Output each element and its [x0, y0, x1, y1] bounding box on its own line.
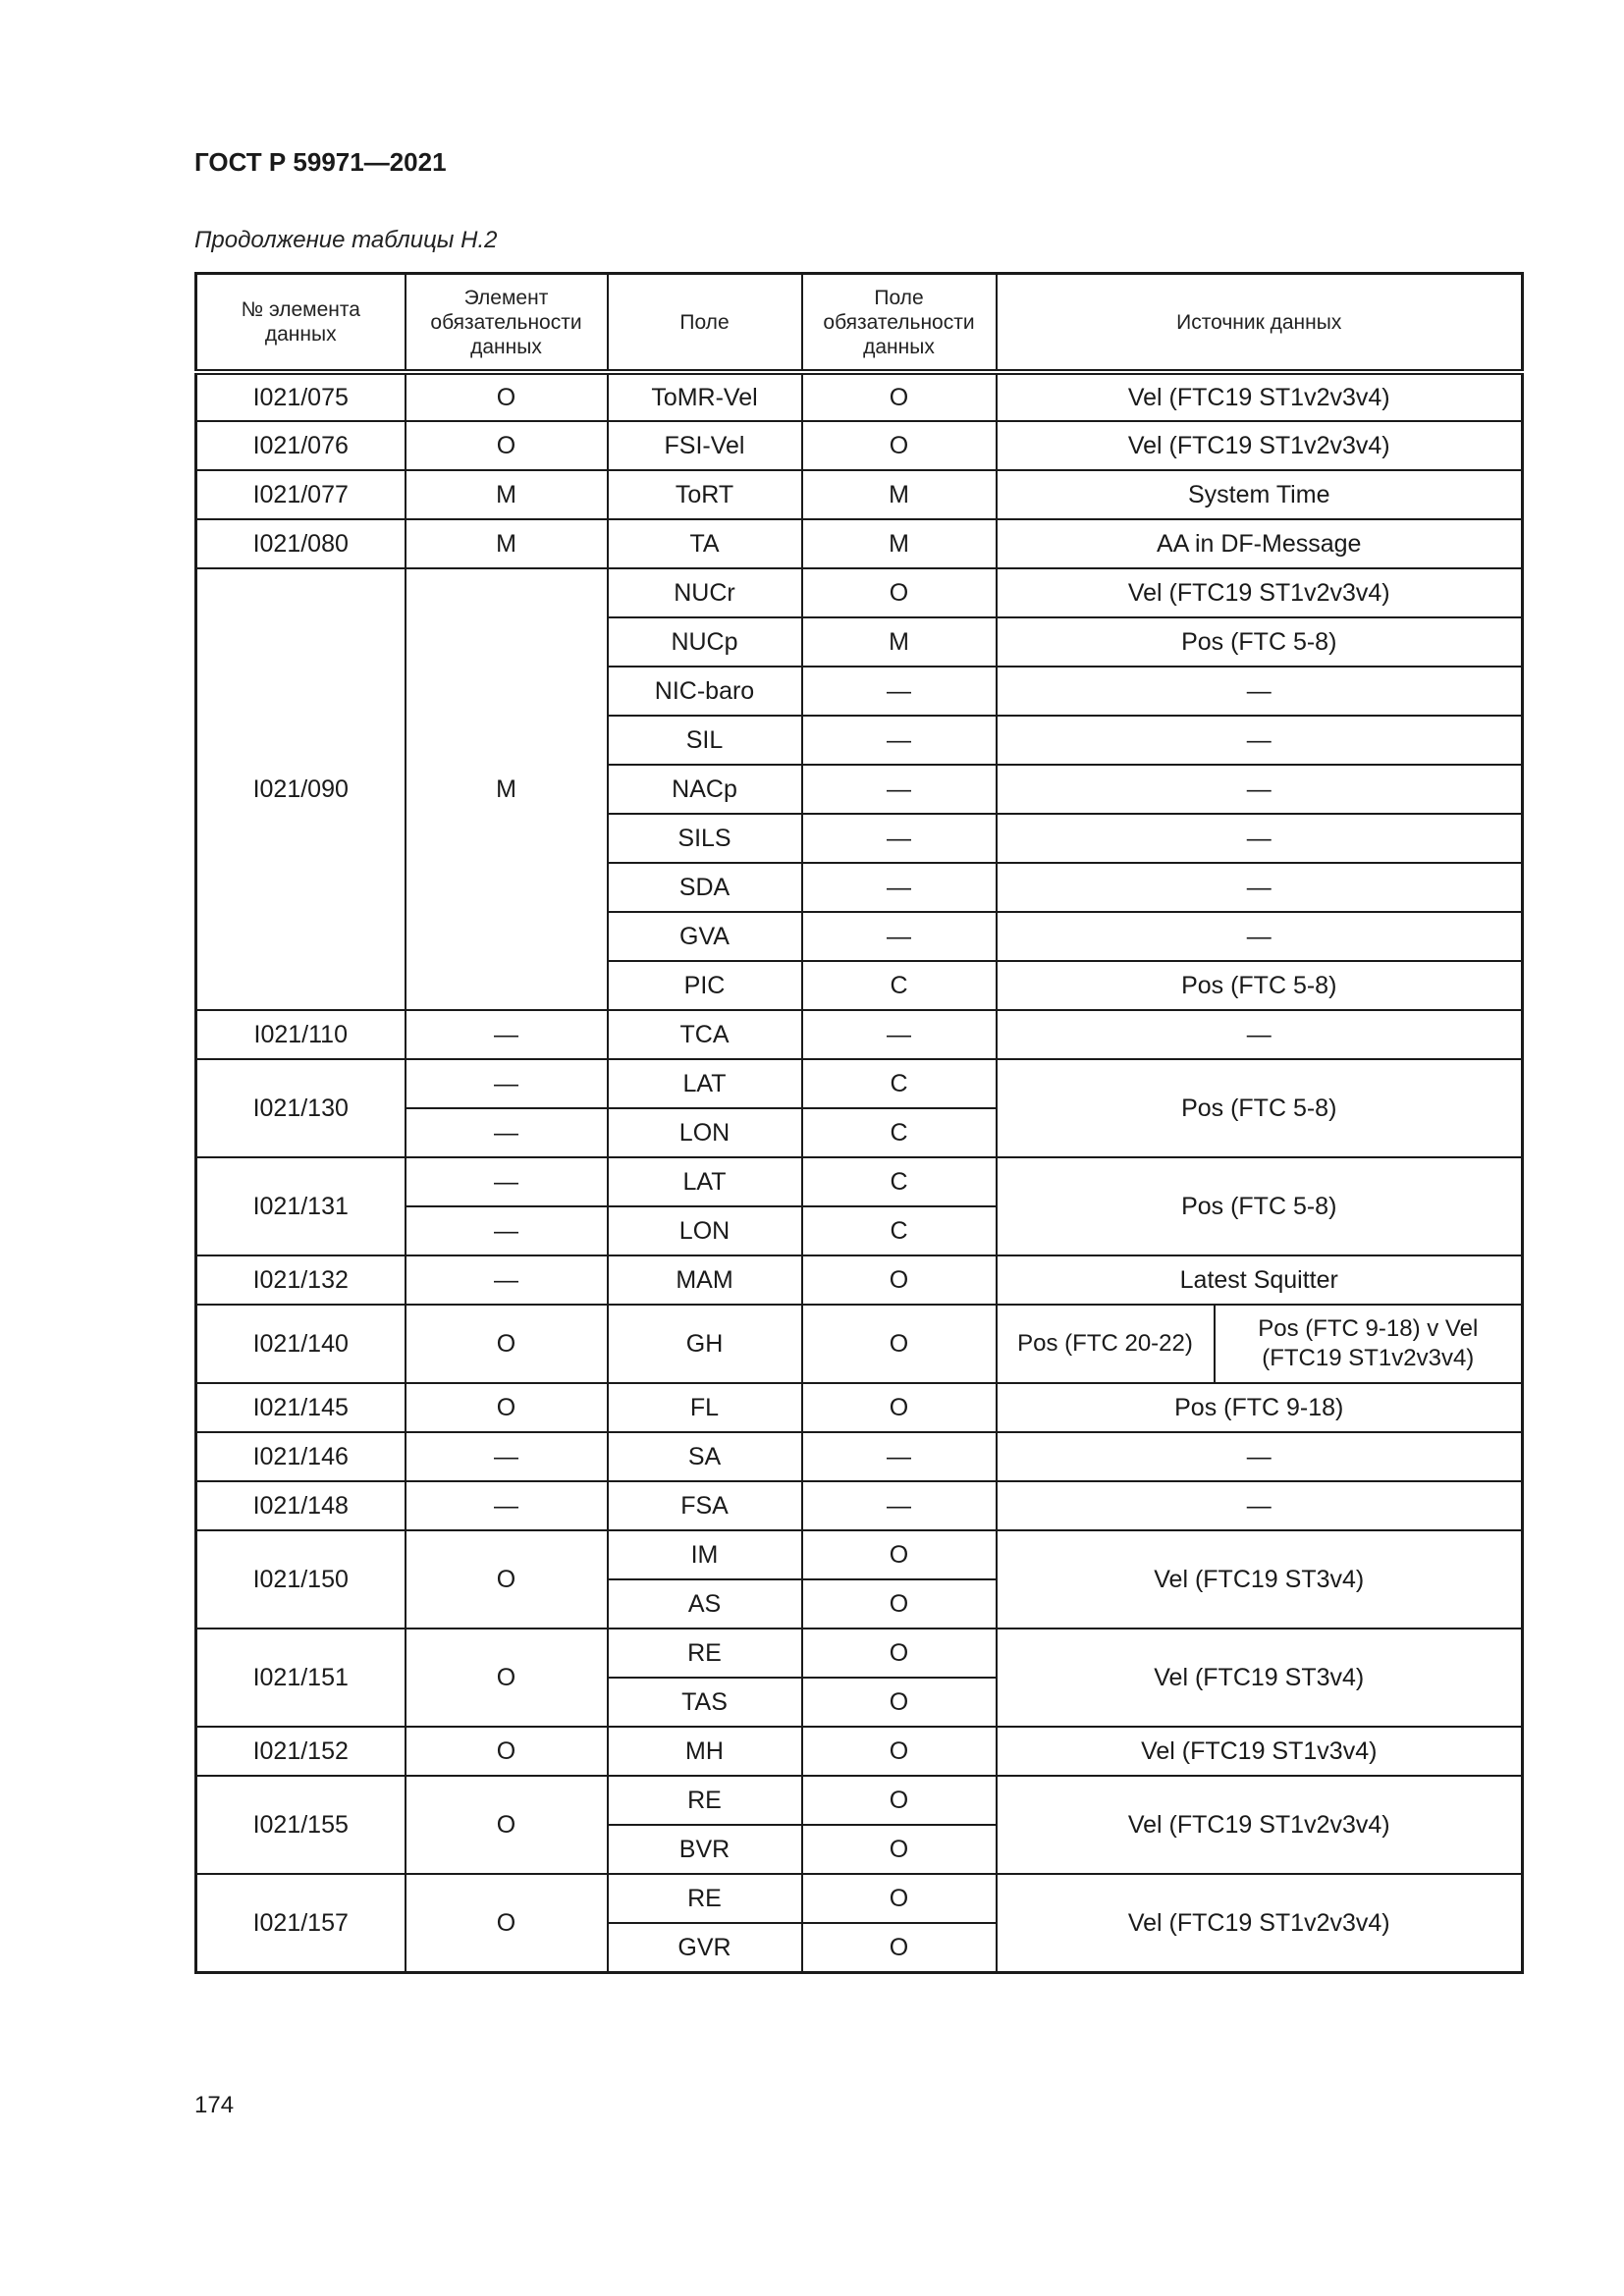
cell-element-requirement: O [406, 372, 608, 421]
cell-data-source: Vel (FTC19 ST1v2v3v4) [997, 372, 1523, 421]
cell-element-number: I021/076 [196, 421, 406, 470]
cell-field-requirement: O [802, 568, 997, 617]
cell-field-requirement: O [802, 372, 997, 421]
table-row [196, 1432, 1523, 1481]
cell-element-number: I021/132 [196, 1255, 406, 1305]
table-caption: Продолжение таблицы Н.2 [194, 227, 498, 253]
cell-element-number: I021/075 [196, 372, 406, 421]
cell-element-requirement: O [406, 1629, 608, 1727]
cell-data-source: — [997, 863, 1523, 912]
cell-field-requirement: M [802, 617, 997, 667]
cell-data-source: — [997, 1481, 1523, 1530]
cell-field: TCA [608, 1010, 802, 1059]
cell-field-requirement: O [802, 1825, 997, 1874]
table-row [196, 1776, 1523, 1825]
cell-element-requirement: — [406, 1108, 608, 1157]
table-row [196, 1255, 1523, 1305]
cell-field: MAM [608, 1255, 802, 1305]
cell-element-requirement: — [406, 1481, 608, 1530]
cell-element-number: I021/150 [196, 1530, 406, 1629]
cell-field: NUCp [608, 617, 802, 667]
cell-data-source: — [997, 765, 1523, 814]
cell-field-requirement: — [802, 765, 997, 814]
cell-field-requirement: O [802, 421, 997, 470]
cell-element-number: I021/157 [196, 1874, 406, 1972]
table-header-row [196, 274, 1523, 373]
cell-field: TAS [608, 1678, 802, 1727]
cell-field-requirement: O [802, 1923, 997, 1972]
cell-data-source: Vel (FTC19 ST1v2v3v4) [997, 1776, 1523, 1874]
cell-element-requirement: O [406, 1383, 608, 1432]
cell-element-requirement: O [406, 1727, 608, 1776]
cell-field-requirement: M [802, 470, 997, 519]
table-row [196, 1383, 1523, 1432]
table-row [196, 1059, 1523, 1108]
table-row [196, 1481, 1523, 1530]
cell-element-requirement: — [406, 1432, 608, 1481]
cell-data-source: System Time [997, 470, 1523, 519]
cell-field-requirement: — [802, 1481, 997, 1530]
cell-data-source-a: Pos (FTC 20-22) [997, 1305, 1215, 1383]
header-field: Поле [608, 274, 802, 373]
cell-element-number: I021/090 [196, 568, 406, 1010]
cell-element-number: I021/148 [196, 1481, 406, 1530]
cell-field: RE [608, 1776, 802, 1825]
cell-data-source: Vel (FTC19 ST3v4) [997, 1629, 1523, 1727]
cell-data-source: Pos (FTC 9-18) [997, 1383, 1523, 1432]
cell-data-source-b: Pos (FTC 9-18) v Vel (FTC19 ST1v2v3v4) [1215, 1305, 1523, 1383]
cell-element-requirement: O [406, 1305, 608, 1383]
table-row [196, 1010, 1523, 1059]
cell-element-number: I021/131 [196, 1157, 406, 1255]
table-row [196, 568, 1523, 617]
cell-field: ToMR-Vel [608, 372, 802, 421]
cell-element-requirement: — [406, 1206, 608, 1255]
cell-element-number: I021/155 [196, 1776, 406, 1874]
cell-data-source: Vel (FTC19 ST3v4) [997, 1530, 1523, 1629]
cell-element-requirement: O [406, 1776, 608, 1874]
cell-element-number: I021/080 [196, 519, 406, 568]
cell-field-requirement: — [802, 716, 997, 765]
cell-field: ToRT [608, 470, 802, 519]
cell-field-requirement: O [802, 1776, 997, 1825]
cell-data-source: — [997, 1432, 1523, 1481]
cell-element-number: I021/152 [196, 1727, 406, 1776]
cell-data-source: — [997, 814, 1523, 863]
cell-data-source: — [997, 667, 1523, 716]
header-element-requirement: Элемент обязательности данных [406, 274, 608, 373]
cell-element-requirement: O [406, 1530, 608, 1629]
cell-data-source: AA in DF-Message [997, 519, 1523, 568]
cell-field-requirement: C [802, 961, 997, 1010]
cell-field: LON [608, 1206, 802, 1255]
cell-field: GH [608, 1305, 802, 1383]
cell-field: FSA [608, 1481, 802, 1530]
cell-field-requirement: — [802, 912, 997, 961]
cell-field: PIC [608, 961, 802, 1010]
cell-field-requirement: O [802, 1727, 997, 1776]
cell-field: GVR [608, 1923, 802, 1972]
cell-field: SA [608, 1432, 802, 1481]
table-row [196, 519, 1523, 568]
cell-data-source: Pos (FTC 5-8) [997, 1059, 1523, 1157]
cell-field: RE [608, 1874, 802, 1923]
cell-field-requirement: O [802, 1629, 997, 1678]
cell-element-requirement: M [406, 470, 608, 519]
header-field-requirement: Поле обязательности данных [802, 274, 997, 373]
cell-field: SDA [608, 863, 802, 912]
cell-data-source: Vel (FTC19 ST1v2v3v4) [997, 421, 1523, 470]
cell-field-requirement: O [802, 1678, 997, 1727]
cell-field-requirement: — [802, 863, 997, 912]
cell-field: NUCr [608, 568, 802, 617]
cell-field: LAT [608, 1157, 802, 1206]
cell-field-requirement: — [802, 814, 997, 863]
cell-field-requirement: — [802, 667, 997, 716]
cell-data-source: — [997, 716, 1523, 765]
cell-element-number: I021/110 [196, 1010, 406, 1059]
cell-element-number: I021/146 [196, 1432, 406, 1481]
cell-field: FL [608, 1383, 802, 1432]
cell-field-requirement: O [802, 1305, 997, 1383]
cell-field: AS [608, 1579, 802, 1629]
table-row [196, 1305, 1523, 1383]
cell-element-requirement: — [406, 1157, 608, 1206]
cell-field-requirement: O [802, 1530, 997, 1579]
cell-field: TA [608, 519, 802, 568]
page-number: 174 [194, 2092, 235, 2118]
cell-element-number: I021/151 [196, 1629, 406, 1727]
cell-field: FSI-Vel [608, 421, 802, 470]
cell-element-number: I021/077 [196, 470, 406, 519]
table-row [196, 1157, 1523, 1206]
cell-field-requirement: C [802, 1206, 997, 1255]
cell-field: IM [608, 1530, 802, 1579]
cell-field-requirement: O [802, 1579, 997, 1629]
table-row [196, 1530, 1523, 1579]
table-row [196, 470, 1523, 519]
cell-element-requirement: — [406, 1059, 608, 1108]
cell-field: NIC-baro [608, 667, 802, 716]
cell-field-requirement: — [802, 1432, 997, 1481]
cell-field-requirement: O [802, 1255, 997, 1305]
cell-data-source: Pos (FTC 5-8) [997, 617, 1523, 667]
cell-field: LAT [608, 1059, 802, 1108]
cell-field: MH [608, 1727, 802, 1776]
cell-element-requirement: O [406, 421, 608, 470]
cell-field: LON [608, 1108, 802, 1157]
cell-data-source: Pos (FTC 5-8) [997, 1157, 1523, 1255]
cell-element-requirement: M [406, 568, 608, 1010]
cell-data-source: Vel (FTC19 ST1v2v3v4) [997, 1874, 1523, 1972]
cell-data-source: — [997, 1010, 1523, 1059]
cell-field-requirement: — [802, 1010, 997, 1059]
cell-field: SILS [608, 814, 802, 863]
table-row [196, 1874, 1523, 1923]
cell-field: SIL [608, 716, 802, 765]
cell-field: GVA [608, 912, 802, 961]
cell-data-source: — [997, 912, 1523, 961]
cell-data-source: Vel (FTC19 ST1v2v3v4) [997, 568, 1523, 617]
cell-element-number: I021/130 [196, 1059, 406, 1157]
cell-field-requirement: C [802, 1059, 997, 1108]
cell-element-number: I021/140 [196, 1305, 406, 1383]
header-data-source: Источник данных [997, 274, 1523, 373]
cell-element-requirement: M [406, 519, 608, 568]
cell-field: RE [608, 1629, 802, 1678]
cell-data-source: Latest Squitter [997, 1255, 1523, 1305]
cell-field-requirement: O [802, 1874, 997, 1923]
cell-element-number: I021/145 [196, 1383, 406, 1432]
cell-element-requirement: — [406, 1010, 608, 1059]
table-row [196, 421, 1523, 470]
cell-field-requirement: C [802, 1157, 997, 1206]
data-table [194, 272, 1524, 1974]
table-row [196, 1629, 1523, 1678]
table-row [196, 372, 1523, 421]
cell-field: BVR [608, 1825, 802, 1874]
cell-field: NACp [608, 765, 802, 814]
cell-field-requirement: M [802, 519, 997, 568]
cell-element-requirement: O [406, 1874, 608, 1972]
cell-element-requirement: — [406, 1255, 608, 1305]
cell-data-source: Pos (FTC 5-8) [997, 961, 1523, 1010]
cell-field-requirement: C [802, 1108, 997, 1157]
cell-field-requirement: O [802, 1383, 997, 1432]
document-title: ГОСТ Р 59971—2021 [194, 147, 447, 177]
table-row [196, 1727, 1523, 1776]
cell-data-source: Vel (FTC19 ST1v3v4) [997, 1727, 1523, 1776]
header-element-number: № элемента данных [196, 274, 406, 373]
